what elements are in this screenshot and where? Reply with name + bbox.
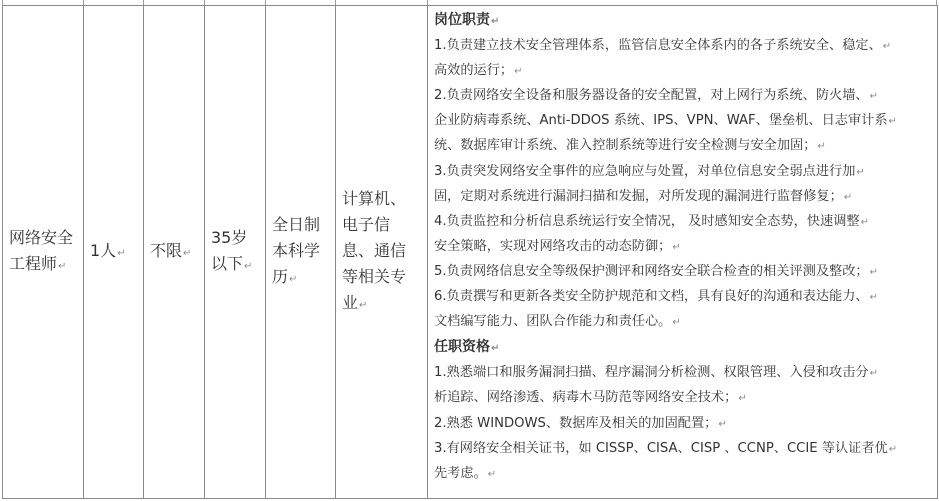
duty-line: 2.负责网络安全设备和服务器设备的安全配置，对上网行为系统、防火墙、↵ — [434, 88, 878, 104]
duty-line: 3.负责突发网络安全事件的应急响应与处置，对单位信息安全弱点进行加↵ — [434, 163, 865, 179]
position-name: 网络安全工程师↵ — [9, 227, 74, 273]
duty-line: 固，定期对系统进行漏洞扫描和发掘，对所发现的漏洞进行监督修复；↵ — [434, 188, 853, 204]
duty-line: 先考虑。↵ — [434, 465, 497, 481]
gender-cell — [144, 6, 205, 499]
duty-line: 企业防病毒系统、Anti-DDOS 系统、IPS、VPN、WAF、堡垒机、日志审计系↵ — [434, 113, 897, 129]
responsibilities-title: 岗位职责↵ — [434, 12, 500, 28]
gender-requirement: 不限↵ — [150, 240, 192, 260]
duty-line: 1.熟悉端口和服务漏洞扫描、程序漏洞分析检测、权限管理、入侵和攻击分↵ — [434, 365, 878, 381]
position-name-cell — [3, 6, 84, 499]
headcount-cell — [84, 6, 144, 499]
major-requirement: 计算机、电子信息、通信等相关专业↵ — [342, 188, 407, 312]
qualifications-list — [434, 361, 933, 486]
age-cell — [205, 6, 266, 499]
duty-line: 高效的运行；↵ — [434, 63, 523, 79]
duty-line: 析追踪、网络渗透、病毒木马防范等网络安全技术；↵ — [434, 390, 747, 406]
responsibilities-list — [434, 34, 933, 335]
major-cell — [336, 6, 428, 499]
education-requirement: 全日制本科学历↵ — [272, 214, 321, 286]
paragraph-mark: ↵ — [58, 260, 67, 272]
age-requirement: 35岁以下↵ — [211, 227, 253, 273]
table-row — [3, 6, 938, 499]
duty-line: 安全策略，实现对网络攻击的动态防御；↵ — [434, 238, 681, 254]
duty-line: 5.负责网络信息安全等级保护测评和网络安全联合检查的相关评测及整改；↵ — [434, 263, 878, 279]
paragraph-mark: ↵ — [289, 273, 298, 285]
duties-cell — [428, 6, 938, 499]
duty-line: 统、数据库审计系统、准入控制系统等进行安全检测与安全加固；↵ — [434, 138, 826, 154]
paragraph-mark: ↵ — [183, 247, 192, 259]
duty-line: 3.有网络安全相关证书，如 CISSP、CISA、CISP 、CCNP、CCIE 等认证者优↵ — [434, 440, 898, 456]
duty-line: 2.熟悉 WINDOWS、数据库及相关的加固配置；↵ — [434, 415, 727, 431]
headcount: 1人↵ — [90, 240, 126, 260]
duty-line: 文档编写能力、团队合作能力和责任心。↵ — [434, 314, 681, 330]
duty-line: 1.负责建立技术安全管理体系，监管信息安全体系内的各子系统安全、稳定、↵ — [434, 38, 892, 54]
duty-line: 6.负责撰写和更新各类安全防护规范和文档，具有良好的沟通和表达能力、↵ — [434, 289, 878, 305]
education-cell — [266, 6, 336, 499]
paragraph-mark: ↵ — [244, 260, 253, 272]
paragraph-mark: ↵ — [359, 299, 368, 311]
qualifications-title: 任职资格↵ — [434, 339, 500, 356]
paragraph-mark: ↵ — [117, 247, 126, 259]
job-posting-table — [2, 5, 938, 499]
duty-line: 4.负责监控和分析信息系统运行安全情况， 及时感知安全态势，快速调整↵ — [434, 213, 869, 229]
